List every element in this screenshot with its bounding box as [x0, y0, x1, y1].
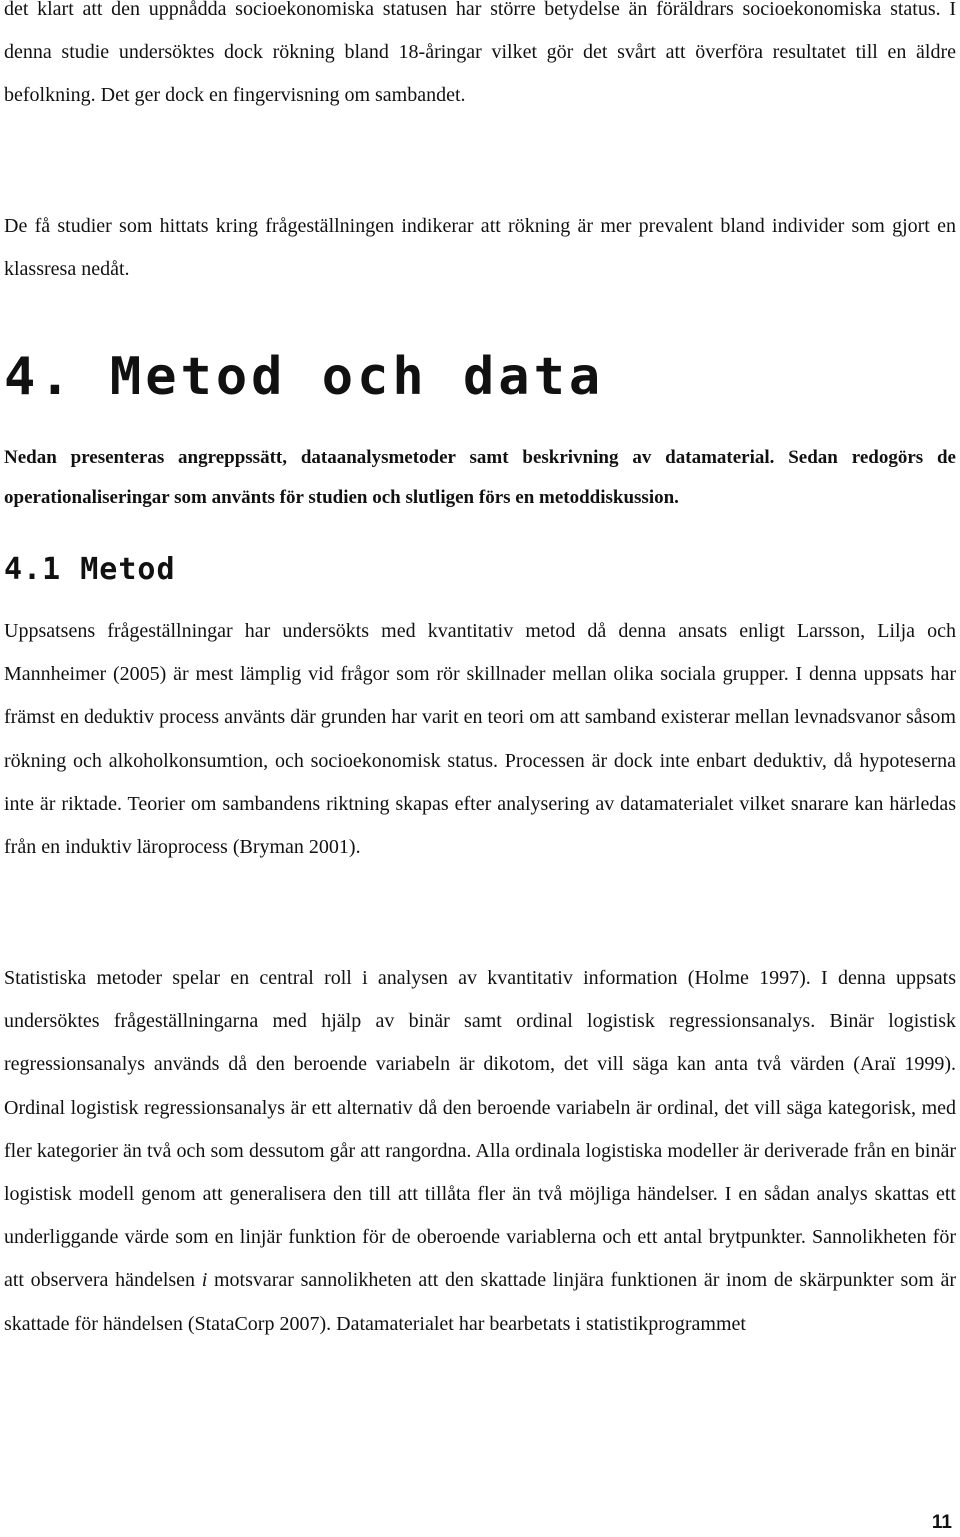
paragraph-statistics-text: Statistiska metoder spelar en central roll i analysen av kvantitativ information (Holme 1997). I denna uppsats undersöktes frågeställningarna med hjälp av binär samt ordinal logistisk regressionsanalys. Binär logistisk regressionsanalys används då den beroende variabeln är dikotom, det vill säga kan anta två värden (Araï 1999). Ordinal logistisk regressionsanalys är ett alternativ då den beroende variabeln är ordinal, det vill säga kategorisk, med fler kategorier än två och som dessutom går att rangordna. Alla ordinala logistiska modeller är deriverade från en binär logistisk modell genom att generalisera den till att tillåta fler än två möjliga händelser. I en sådan analys skattas ett underliggande värde som en linjär funktion för de oberoende variablerna och ett antal brytpunkter. Sannolikheten för att observera händelsen [4, 967, 956, 1292]
paragraph-statistics-text-end: motsvarar sannolikheten att den skattade linjära funktionen är inom de skärpunkter som är skattade för händelsen (StataCorp 2007). Datamaterialet har bearbetats i statistikprogrammet [4, 1269, 956, 1335]
paragraph-statistics [4, 957, 956, 1346]
paragraph-smoking-status: det klart att den uppnådda socioekonomiska statusen har större betydelse än föräldrars socioekonomiska status. I denna studie undersöktes dock rökning bland 18-åringar vilket gör det svårt att överföra resultatet till en äldre befolkning. Det ger dock en fingervisning om sambandet. [4, 0, 956, 107]
section-intro: Nedan presenteras angreppssätt, dataanalysmetoder samt beskrivning av datamaterial. Sedan redogörs de operationaliseringar som använts för studien och slutligen förs en metoddiskussion. [4, 447, 956, 508]
paragraph-method: Uppsatsens frågeställningar har undersökts med kvantitativ metod då denna ansats enligt Larsson, Lilja och Mannheimer (2005) är mest lämplig vid frågor som rör skillnader mellan olika sociala grupper. I denna uppsats har främst en deduktiv process använts där grunden har varit en teori om att samband existerar mellan levnadsvanor såsom rökning och alkoholkonsumtion, och socioekonomisk status. Processen är dock inte enbart deduktiv, då hypoteserna inte är riktade. Teorier om sambandens riktning skapas efter analysering av datamaterialet vilket snarare kan härledas från en induktiv läroprocess (Bryman 2001). [4, 620, 956, 859]
section-heading: 4. Metod och data [4, 347, 605, 407]
event-variable-i: i [201, 1269, 208, 1292]
subsection-heading: 4.1 Metod [4, 552, 176, 587]
page-number: 11 [931, 1512, 952, 1533]
paragraph-few-studies: De få studier som hittats kring frågeställningen indikerar att rökning är mer prevalent bland individer som gjort en klassresa nedåt. [4, 215, 956, 281]
